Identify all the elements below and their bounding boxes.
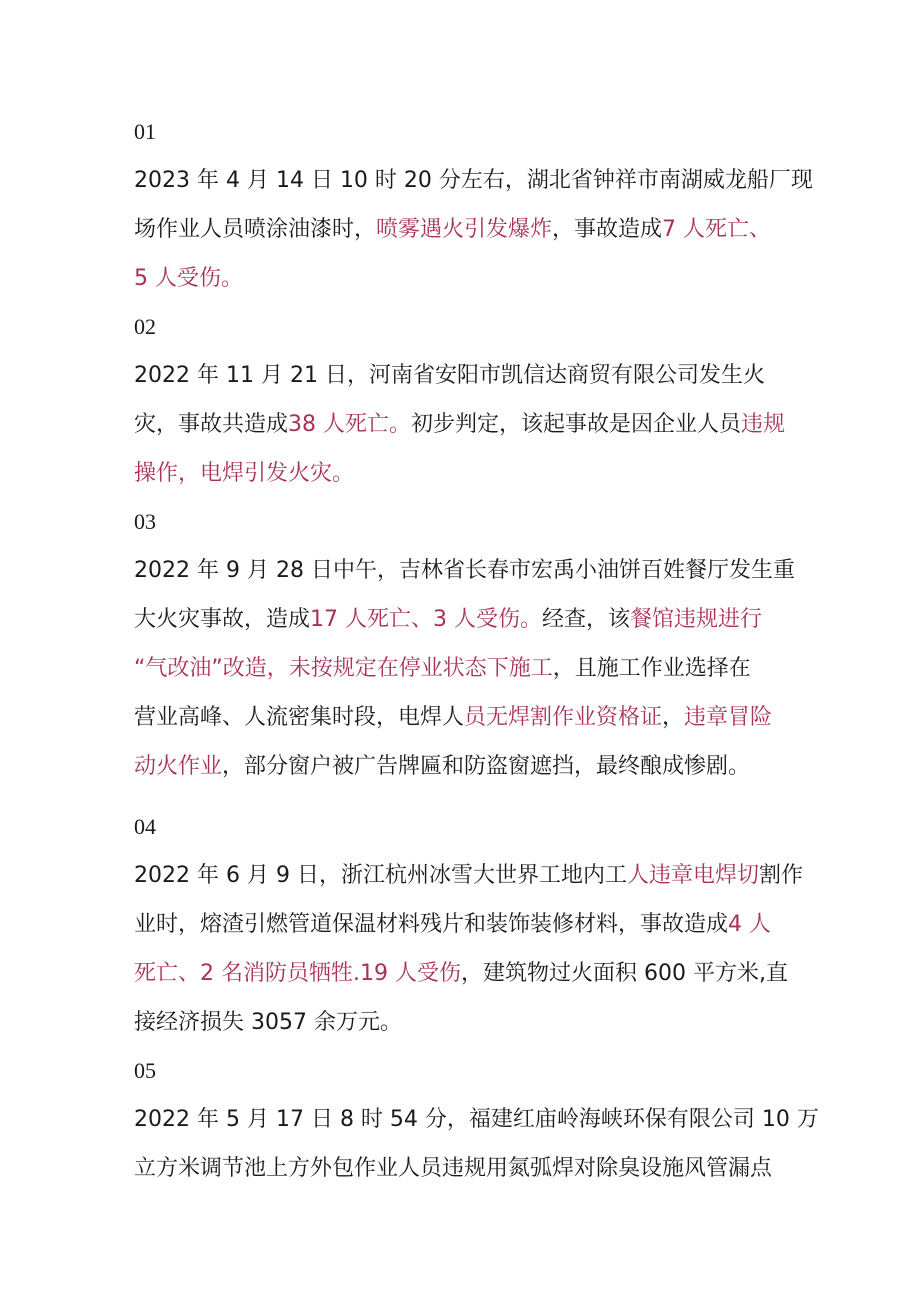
body-text: ，事故造成 <box>552 217 663 242</box>
body-text: 灾，事故共造成 <box>134 412 289 437</box>
highlighted-text: 17 人死亡、3 人受伤。 <box>310 607 542 632</box>
body-text: ， <box>662 705 685 730</box>
section-number: 04 <box>134 814 156 839</box>
body-text: 接经济损失 3057 余万元。 <box>134 1010 402 1035</box>
highlighted-text: 4 人 <box>728 912 772 937</box>
highlighted-text: 5 人受伤。 <box>134 266 243 291</box>
highlighted-text: 38 人死亡。 <box>288 412 412 437</box>
paragraph-line <box>134 546 794 595</box>
paragraph-line <box>134 851 803 900</box>
highlighted-text: 7 人死亡、 <box>662 217 772 242</box>
incident-paragraph <box>134 156 813 303</box>
body-text: 2022 年 11 月 21 日，河南省安阳市凯信达商贸有限公司发生火 <box>134 363 765 388</box>
paragraph-line <box>134 254 794 303</box>
body-text: 大火灾事故，造成 <box>134 607 311 632</box>
paragraph-line <box>134 156 813 205</box>
incident-paragraph <box>134 351 794 498</box>
paragraph-line <box>134 900 794 949</box>
paragraph-line <box>134 949 794 998</box>
body-text: 立方米调节池上方外包作业人员违规用氮弧焊对除臭设施风管漏点 <box>134 1156 773 1181</box>
paragraph-line <box>134 595 794 644</box>
paragraph-line <box>134 1144 794 1193</box>
body-text: 2022 年 6 月 9 日，浙江杭州冰雪大世界工地内工 <box>134 863 627 888</box>
highlighted-text: 动火作业 <box>134 754 223 779</box>
body-text: 场作业人员喷涂油漆时， <box>134 217 377 242</box>
highlighted-text: 喷雾遇火引发爆炸 <box>376 217 553 242</box>
section-number: 01 <box>134 119 156 144</box>
section-number: 05 <box>134 1058 156 1083</box>
body-text: 营业高峰、人流密集时段，电焊人 <box>134 705 465 730</box>
paragraph-line <box>134 998 794 1047</box>
paragraph-line <box>134 205 794 254</box>
paragraph-line <box>134 449 794 498</box>
body-text: ，建筑物过火面积 600 平方米,直 <box>460 961 788 986</box>
highlighted-text: 死亡、2 名消防员牺牲.19 人受伤 <box>134 961 461 986</box>
highlighted-text: 操作，电焊引发火灾。 <box>134 461 355 486</box>
document-body <box>134 108 819 1193</box>
paragraph-line <box>134 1095 819 1144</box>
highlighted-text: 餐馆违规进行 <box>630 607 763 632</box>
paragraph-line <box>134 644 794 693</box>
highlighted-text: 员无焊割作业资格证 <box>464 705 663 730</box>
paragraph-line <box>134 400 794 449</box>
paragraph-line <box>134 351 794 400</box>
section-number: 02 <box>134 314 156 339</box>
body-text: ，部分窗户被广告牌匾和防盗窗遮挡，最终酿成惨剧。 <box>222 754 751 779</box>
highlighted-text: 违规 <box>741 412 786 437</box>
body-text: 初步判定，该起事故是因企业人员 <box>411 412 742 437</box>
body-text: 2023 年 4 月 14 日 10 时 20 分左右，湖北省钟祥市南湖威龙船厂现 <box>134 168 813 193</box>
incident-paragraph <box>134 851 803 1047</box>
body-text: 割作 <box>758 863 803 888</box>
paragraph-line <box>134 742 794 791</box>
highlighted-text: 违章冒险 <box>684 705 773 730</box>
incident-paragraph <box>134 546 794 791</box>
paragraph-line <box>134 693 794 742</box>
incident-paragraph <box>134 1095 819 1193</box>
body-text: ，且施工作业选择在 <box>552 656 751 681</box>
body-text: 2022 年 5 月 17 日 8 时 54 分，福建红庙岭海峡环保有限公司 10 万 <box>134 1107 819 1132</box>
body-text: 2022 年 9 月 28 日中午，吉林省长春市宏禹小油饼百姓餐厅发生重 <box>134 558 795 583</box>
highlighted-text: “气改油”改造，未按规定在停业状态下施工 <box>134 656 553 681</box>
highlighted-text: 人违章电焊切 <box>626 863 759 888</box>
body-text: 经查，该 <box>542 607 631 632</box>
section-number: 03 <box>134 509 156 534</box>
body-text: 业时，熔渣引燃管道保温材料残片和装饰装修材料，事故造成 <box>134 912 729 937</box>
